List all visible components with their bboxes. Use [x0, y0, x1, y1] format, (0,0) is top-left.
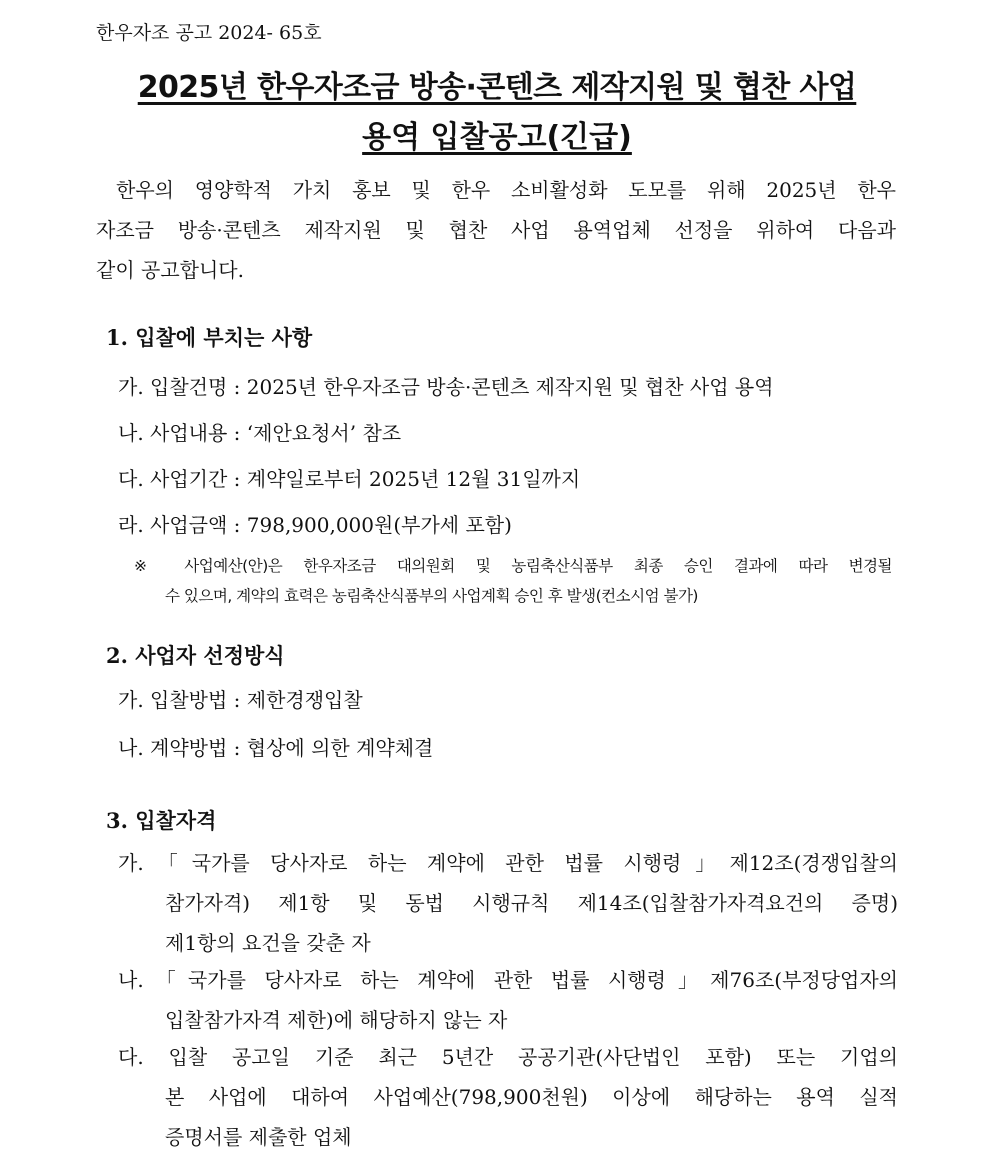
- page-title-line-2: 용역 입찰공고(긴급): [362, 120, 632, 155]
- list-item-line: 본 사업에 대하여 사업예산(798,900천원) 이상에 해당하는 용역 실적: [165, 1085, 898, 1109]
- document-number: 한우자조 공고 2024- 65호: [96, 22, 322, 44]
- budget-note: [134, 551, 892, 611]
- list-item: 가. 입찰건명 : 2025년 한우자조금 방송·콘텐츠 제작지원 및 협찬 사업 용역: [118, 375, 774, 399]
- section-heading-2: 2. 사업자 선정방식: [106, 643, 285, 668]
- list-item: 가. 입찰방법 : 제한경쟁입찰: [118, 688, 363, 712]
- section2-item-bid-method: [118, 680, 898, 720]
- section1-item-title: [118, 367, 898, 407]
- list-item: 나. 계약방법 : 협상에 의한 계약체결: [118, 736, 434, 760]
- note-line: ※ 사업예산(안)은 한우자조금 대의원회 및 농림축산식품부 최종 승인 결과에 따라 변경될: [134, 557, 892, 575]
- list-item-line: 다. 입찰 공고일 기준 최근 5년간 공공기관(사단법인 포함) 또는 기업의: [118, 1045, 898, 1069]
- section1-item-period: [118, 459, 898, 499]
- intro-line: 한우의 영양학적 가치 홍보 및 한우 소비활성화 도모를 위해 2025년 한우: [116, 178, 896, 202]
- section1-item-amount: [118, 505, 898, 545]
- note-line: 수 있으며, 계약의 효력은 농림축산식품부의 사업계획 승인 후 발생(컨소시엄 불가): [165, 587, 698, 605]
- page-title-line-1: 2025년 한우자조금 방송·콘텐츠 제작지원 및 협찬 사업: [137, 70, 857, 105]
- intro-paragraph: [96, 170, 896, 290]
- intro-line: 같이 공고합니다.: [96, 258, 244, 282]
- list-item-line: 나.「국가를 당사자로 하는 계약에 관한 법률 시행령」제76조(부정당업자의: [118, 968, 898, 992]
- list-item: 나. 사업내용 : ‘제안요청서’ 참조: [118, 421, 402, 445]
- list-item-line: 제1항의 요건을 갖춘 자: [165, 931, 371, 955]
- section-heading-1: 1. 입찰에 부치는 사항: [106, 325, 313, 350]
- list-item-line: 입찰참가자격 제한)에 해당하지 않는 자: [165, 1008, 508, 1032]
- list-item-line: 참가자격) 제1항 및 동법 시행규칙 제14조(입찰참가자격요건의 증명): [165, 891, 898, 915]
- section2-item-contract-method: [118, 728, 898, 768]
- list-item-line: 증명서를 제출한 업체: [165, 1125, 352, 1149]
- list-item: 라. 사업금액 : 798,900,000원(부가세 포함): [118, 513, 512, 537]
- list-item: 다. 사업기간 : 계약일로부터 2025년 12월 31일까지: [118, 467, 581, 491]
- section3-item-da: [118, 1037, 898, 1157]
- section3-item-na: [118, 960, 898, 1040]
- list-item-line: 가.「국가를 당사자로 하는 계약에 관한 법률 시행령」제12조(경쟁입찰의: [118, 851, 898, 875]
- section-heading-3: 3. 입찰자격: [106, 808, 217, 833]
- section3-item-ga: [118, 843, 898, 963]
- intro-line: 자조금 방송·콘텐츠 제작지원 및 협찬 사업 용역업체 선정을 위하여 다음과: [96, 218, 896, 242]
- section1-item-content: [118, 413, 898, 453]
